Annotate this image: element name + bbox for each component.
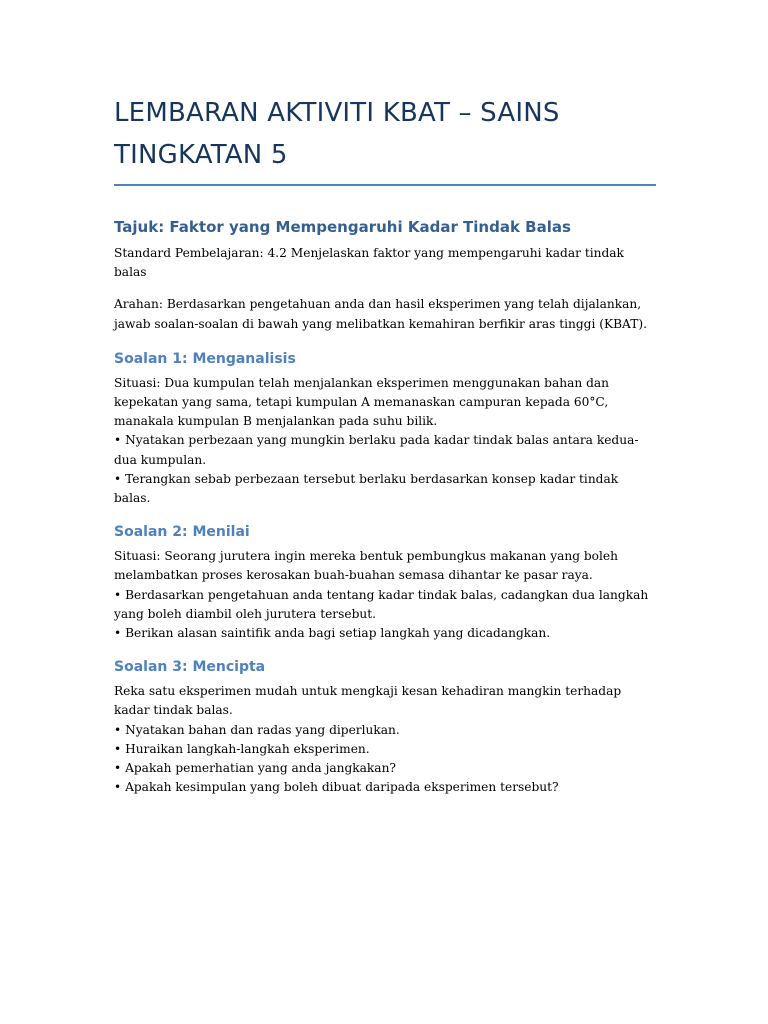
bullet-marker: •	[114, 433, 122, 448]
bullet-marker: •	[114, 626, 122, 641]
bullet-marker: •	[114, 587, 122, 602]
bullet-marker: •	[114, 761, 122, 776]
bullet-marker: •	[114, 741, 122, 756]
list-item	[114, 470, 656, 508]
list-item	[114, 586, 656, 624]
question-3-heading: Soalan 3: Mencipta	[114, 659, 266, 676]
instructions: Arahan: Berdasarkan pengetahuan anda dan hasil eksperimen yang telah dijalankan, jawab soalan-soalan di bawah yang melibatkan kemahiran berfikir aras tinggi (KBAT).	[114, 297, 647, 331]
question-2-heading: Soalan 2: Menilai	[114, 524, 250, 541]
bullet-marker: •	[114, 722, 122, 737]
title-underline	[114, 184, 656, 186]
bullet-text: Terangkan sebab perbezaan tersebut berlaku berdasarkan konsep kadar tindak balas.	[114, 471, 619, 506]
bullet-text: Apakah pemerhatian yang anda jangkakan?	[125, 761, 396, 776]
bullet-marker: •	[114, 780, 122, 795]
list-item	[114, 778, 656, 797]
document-page	[114, 92, 656, 810]
topic-heading: Tajuk: Faktor yang Mempengaruhi Kadar Tindak Balas	[114, 218, 571, 236]
question-3-situation: Reka satu eksperimen mudah untuk mengkaji kesan kehadiran mangkin terhadap kadar tindak balas.	[114, 684, 622, 718]
document-title: LEMBARAN AKTIVITI KBAT – SAINS TINGKATAN 5	[114, 98, 560, 170]
bullet-text: Berdasarkan pengetahuan anda tentang kadar tindak balas, cadangkan dua langkah yang boleh diambil oleh jurutera tersebut.	[114, 587, 649, 621]
question-1-heading: Soalan 1: Menganalisis	[114, 350, 296, 367]
list-item	[114, 740, 656, 759]
question-3	[114, 656, 656, 797]
bullet-marker: •	[114, 471, 122, 486]
bullet-text: Berikan alasan saintifik anda bagi setiap langkah yang dicadangkan.	[125, 626, 551, 641]
bullet-text: Nyatakan perbezaan yang mungkin berlaku pada kadar tindak balas antara kedua-dua kumpulan.	[114, 433, 639, 467]
list-item	[114, 759, 656, 778]
question-2-situation: Situasi: Seorang jurutera ingin mereka bentuk pembungkus makanan yang boleh melambatkan proses kerosakan buah-buahan semasa dihantar ke pasar raya.	[114, 549, 618, 583]
question-1-situation: Situasi: Dua kumpulan telah menjalankan eksperimen menggunakan bahan dan kepekatan yang sama, tetapi kumpulan A memanaskan campuran kepada 60°C, manakala kumpulan B menjalankan pada suhu bilik.	[114, 375, 609, 429]
question-2	[114, 521, 656, 643]
list-item	[114, 431, 656, 469]
bullet-text: Huraikan langkah-langkah eksperimen.	[125, 741, 370, 756]
question-3-bullets	[114, 721, 656, 798]
bullet-text: Apakah kesimpulan yang boleh dibuat daripada eksperimen tersebut?	[125, 780, 559, 795]
list-item	[114, 624, 656, 643]
question-2-bullets	[114, 586, 656, 644]
list-item	[114, 721, 656, 740]
bullet-text: Nyatakan bahan dan radas yang diperlukan.	[125, 722, 400, 737]
learning-standard: Standard Pembelajaran: 4.2 Menjelaskan faktor yang mempengaruhi kadar tindak balas	[114, 246, 624, 280]
question-1-bullets	[114, 431, 656, 508]
question-1	[114, 348, 656, 508]
